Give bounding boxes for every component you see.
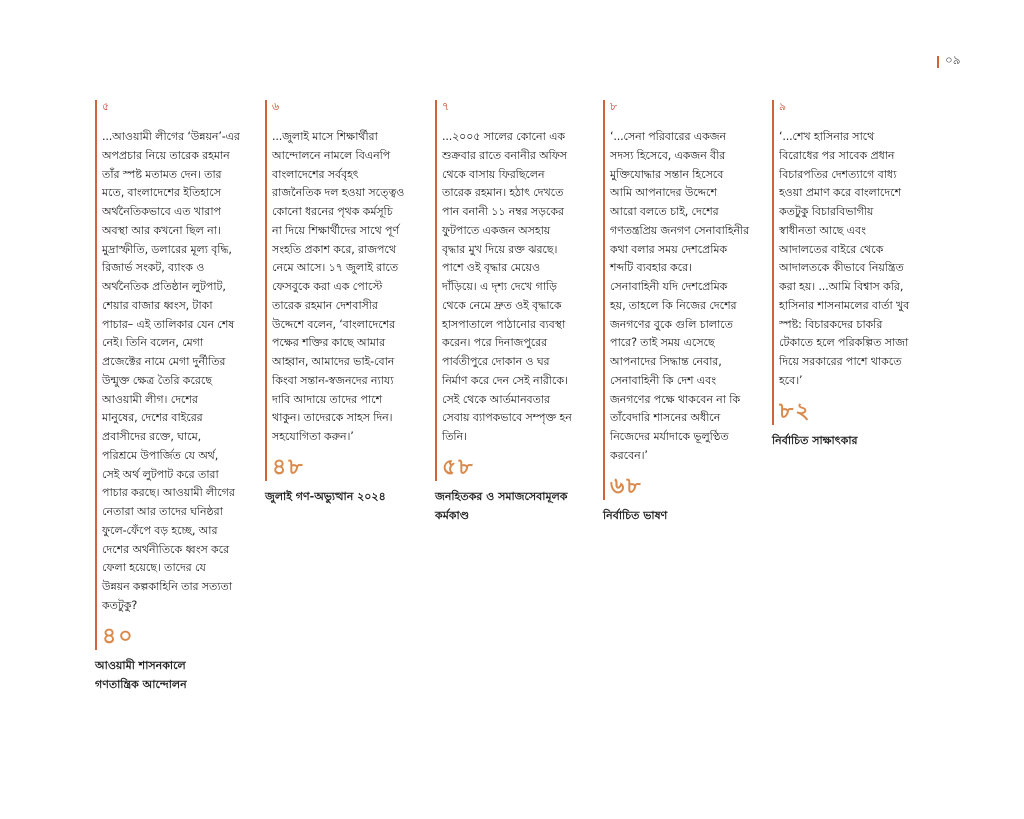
quote-line: তাঁর স্পষ্ট মতামত দেন। তার	[102, 167, 222, 181]
quote-line: পাচার করছে। আওয়ামী লীগের	[102, 486, 235, 500]
quote-line: থাকুন। তাদেরকে সাহস দিন।	[272, 411, 393, 425]
quote-line: কোনো ধরনের পৃথক কর্মসূচি	[272, 205, 393, 218]
column-rule	[95, 100, 97, 650]
quote-line: নির্মাণ করে দেন সেই নারীকে।	[442, 373, 568, 387]
quote-line: অর্থনৈতিকভাবে এত খারাপ	[102, 205, 221, 218]
quote-line: থেকে বাসায় ফিরছিলেন	[442, 167, 545, 181]
chapter-title-line: গণতান্ত্রিক আন্দোলন	[95, 677, 187, 691]
quote-line: পাচার– এই তালিকার যেন শেষ	[102, 317, 235, 331]
chapter-title-line: নির্বাচিত সাক্ষাৎকার	[772, 433, 858, 447]
quote-line: মুদ্রাস্ফীতি, ডলারের মূল্য বৃদ্ধি,	[102, 242, 232, 256]
quote-line: পক্ষের শক্তির কাছে আমার	[272, 336, 386, 350]
quote-line: প্রজেক্টের নামে মেগা দুর্নীতির	[102, 355, 226, 368]
quote-line: গণতন্ত্রপ্রিয় জনগণ সেনাবাহিনীর	[610, 223, 750, 237]
entry-column	[603, 100, 768, 525]
quote-line: সংহতি প্রকাশ করে, রাজপথে	[272, 242, 396, 256]
entry-page-number: ৮২	[779, 398, 812, 424]
chapter-title-line: আওয়ামী শাসনকালে	[95, 658, 186, 672]
quote-line: পার্বতীপুরে দোকান ও ঘর	[442, 355, 550, 368]
column-rule	[772, 100, 774, 425]
quote-line: রিজার্ভ সংকট, ব্যাংক ও	[102, 261, 205, 275]
quote-line: তারেক রহমান দেশবাসীর	[272, 298, 378, 312]
entry-quote	[610, 128, 768, 466]
quote-line: নেই। তিনি বলেন, মেগা	[102, 336, 203, 350]
entry-page-number: ৪৮	[272, 454, 305, 480]
quote-line: রাজনৈতিক দল হওয়া সত্ত্বেও	[272, 186, 405, 200]
quote-line: প্রবাসীদের রক্তে, ঘামে,	[102, 430, 201, 443]
entry-quote	[272, 128, 430, 447]
quote-line: দিয়ে সরকারের পাশে থাকতে	[779, 355, 902, 368]
quote-line: মুক্তিযোদ্ধার সন্তান হিসেবে	[610, 167, 724, 181]
quote-line: দাবি আদায়ে তাদের পাশে	[272, 392, 382, 406]
chapter-title-line: জনহিতকর ও সমাজসেবামূলক	[435, 489, 568, 503]
quote-line: সেনাবাহিনী যদি দেশপ্রেমিক	[610, 280, 728, 293]
quote-line: সেই থেকে আর্তমানবতার	[442, 392, 550, 406]
entry-page-number: ৪০	[102, 623, 135, 649]
quote-line: আওয়ামী লীগ। দেশের	[102, 392, 198, 406]
quote-line: উদ্দেশে বলেন, ‘বাংলাদেশের	[272, 317, 396, 331]
quote-line: বাংলাদেশের সর্ববৃহৎ	[272, 167, 359, 181]
quote-line: শুক্রবার রাতে বনানীর অফিস	[442, 148, 568, 162]
quote-line: পান বনানী ১১ নম্বর সড়কের	[442, 205, 564, 218]
quote-line: করবেন।’	[610, 448, 648, 462]
quote-line: ...জুলাই মাসে শিক্ষার্থীরা	[272, 130, 378, 143]
quote-line: উন্মুক্ত ক্ষেত্র তৈরি করেছে	[102, 373, 212, 387]
chapter-title-line: নির্বাচিত ভাষণ	[603, 508, 668, 522]
quote-line: আন্দোলনে নামলে বিএনপি	[272, 148, 391, 162]
quote-line: স্পষ্ট: বিচারকদের চাকরি	[779, 317, 883, 331]
entry-index: ৫	[102, 100, 110, 113]
quote-line: কতটুকু?	[102, 598, 138, 612]
quote-line: ফুটপাতে একজন অসহায়	[442, 223, 551, 237]
quote-line: আদালতের বাইরে থেকে	[779, 242, 884, 256]
quote-line: আরো বলতে চাই, দেশের	[610, 205, 719, 218]
quote-line: বিচারপতির দেশত্যাগে বাধ্য	[779, 167, 897, 181]
quote-line: মানুষের, দেশের বাইরের	[102, 411, 203, 425]
quote-line: ...২০০৫ সালের কোনো এক	[442, 130, 566, 143]
quote-line: ফুলে-ফেঁপে বড় হচ্ছে, আর	[102, 523, 218, 537]
quote-line: পারে? তাই সময় এসেছে	[610, 336, 715, 350]
quote-line: আমি আপনাদের উদ্দেশে	[610, 186, 717, 200]
quote-line: নেতারা আর তাদের ঘনিষ্ঠরা	[102, 505, 223, 518]
column-rule	[435, 100, 437, 481]
quote-line: সেবায় ব্যাপকভাবে সম্পৃক্ত হন	[442, 411, 572, 425]
entry-page-number: ৫৮	[442, 454, 475, 480]
quote-line: নেমে আসে। ১৭ জুলাই রাতে	[272, 261, 399, 275]
column-rule	[265, 100, 267, 481]
entry-chapter-title[interactable]	[265, 487, 430, 506]
quote-line: বিরোধের পর সাবেক প্রধান	[779, 148, 895, 162]
column-rule	[603, 100, 605, 500]
quote-line: হাসিনার শাসনামলের বার্তা খুব	[779, 298, 910, 312]
quote-line: দেশের অর্থনীতিকে ধ্বংস করে	[102, 542, 230, 556]
quote-line: তারেক রহমান। হঠাৎ দেখতে	[442, 186, 564, 200]
quote-line: আপনাদের সিদ্ধান্ত নেবার,	[610, 355, 722, 368]
quote-line: ...আওয়ামী লীগের ‘উন্নয়ন’-এর	[102, 130, 240, 143]
quote-line: পাশে ওই বৃদ্ধার মেয়েও	[442, 261, 540, 275]
entry-page-number: ৬৮	[610, 473, 643, 499]
quote-line: করেন। পরে দিনাজপুরের	[442, 336, 548, 350]
entry-chapter-title[interactable]	[603, 506, 768, 525]
chapter-title-line: জুলাই গণ-অভ্যুত্থান ২০২৪	[265, 489, 386, 503]
chapter-title-line: কর্মকাণ্ড	[435, 508, 470, 522]
quote-line: ‘...সেনা পরিবারের একজন	[610, 130, 727, 143]
quote-line: না দিয়ে শিক্ষার্থীদের সাথে পূর্ণ	[272, 223, 399, 237]
page-number: ০৯	[945, 53, 961, 67]
quote-line: উন্নয়ন কল্পকাহিনি তার সত্যতা	[102, 580, 232, 593]
entry-chapter-title[interactable]	[95, 656, 260, 694]
quote-line: হওয়া প্রমাণ করে বাংলাদেশে	[779, 186, 902, 200]
quote-line: শব্দটি ব্যবহার করে।	[610, 261, 692, 275]
quote-line: কিংবা সন্তান-স্বজনদের ন্যায্য	[272, 373, 394, 387]
quote-line: সেই অর্থ লুটপাট করে তারা	[102, 467, 219, 481]
quote-line: টেকাতে হলে পরিকল্পিত সাজা	[779, 336, 909, 350]
page-folio	[937, 52, 961, 72]
quote-line: ফেলা হয়েছে। তাদের যে	[102, 561, 206, 575]
quote-line: হাসপাতালে পাঠানোর ব্যবস্থা	[442, 317, 566, 331]
quote-line: করা হয়। ...আমি বিশ্বাস করি,	[779, 280, 904, 293]
quote-line: নিজেদের মর্যাদাকে ভূলুণ্ঠিত	[610, 430, 729, 443]
entry-quote	[442, 128, 600, 447]
entry-column	[265, 100, 430, 506]
quote-line: কতটুকু বিচারবিভাগীয়	[779, 205, 874, 218]
entry-index: ৬	[272, 100, 280, 113]
quote-line: কথা বলার সময় দেশপ্রেমিক	[610, 242, 728, 256]
entry-quote	[102, 128, 260, 616]
quote-line: অপপ্রচার নিয়ে তারেক রহমান	[102, 148, 230, 162]
quote-line: সেনাবাহিনী কি দেশ এবং	[610, 373, 716, 387]
entry-chapter-title[interactable]	[772, 431, 937, 450]
quote-line: বৃদ্ধার মুখ দিয়ে রক্ত ঝরছে।	[442, 242, 558, 256]
quote-line: থেকে নেমে দ্রুত ওই বৃদ্ধাকে	[442, 298, 562, 312]
quote-line: স্বাধীনতা আছে এবং	[779, 223, 866, 237]
quote-line: আহ্বান, আমাদের ভাই-বোন	[272, 355, 395, 368]
quote-line: দাঁড়িয়ে। এ দৃশ্য দেখে গাড়ি	[442, 280, 557, 293]
quote-line: জনগণের পক্ষে থাকবেন না কি	[610, 392, 741, 406]
quote-line: ‘...শেখ হাসিনার সাথে	[779, 130, 875, 143]
quote-line: পরিশ্রমে উপার্জিত যে অর্থ,	[102, 448, 219, 462]
quote-line: মতে, বাংলাদেশের ইতিহাসে	[102, 186, 221, 200]
quote-line: সহযোগিতা করুন।’	[272, 430, 354, 443]
entry-column	[772, 100, 937, 450]
quote-line: শেয়ার বাজার ধ্বংস, টাকা	[102, 298, 213, 312]
entry-index: ৮	[610, 100, 618, 113]
entry-chapter-title[interactable]	[435, 487, 600, 525]
entry-index: ৯	[779, 100, 787, 113]
quote-line: হবে।’	[779, 373, 803, 387]
quote-line: জনগণের বুকে গুলি চালাতে	[610, 317, 733, 331]
quote-line: ফেসবুকে করা এক পোস্টে	[272, 280, 383, 293]
quote-line: আদালতকে কীভাবে নিয়ন্ত্রিত	[779, 261, 904, 275]
quote-line: তিনি।	[442, 430, 467, 443]
entry-index: ৭	[442, 100, 450, 113]
quote-line: অবস্থা আর কখনো ছিল না।	[102, 223, 221, 237]
quote-line: অর্থনৈতিক প্রতিষ্ঠান লুটপাট,	[102, 280, 226, 293]
quote-line: হয়, তাহলে কি নিজের দেশের	[610, 298, 737, 312]
entry-quote	[779, 128, 937, 391]
quote-line: তাঁবেদারি শাসনের অধীনে	[610, 411, 721, 425]
folio-divider	[937, 56, 939, 68]
entry-column	[435, 100, 600, 525]
quote-line: সদস্য হিসেবে, একজন বীর	[610, 148, 726, 162]
entry-column	[95, 100, 260, 694]
